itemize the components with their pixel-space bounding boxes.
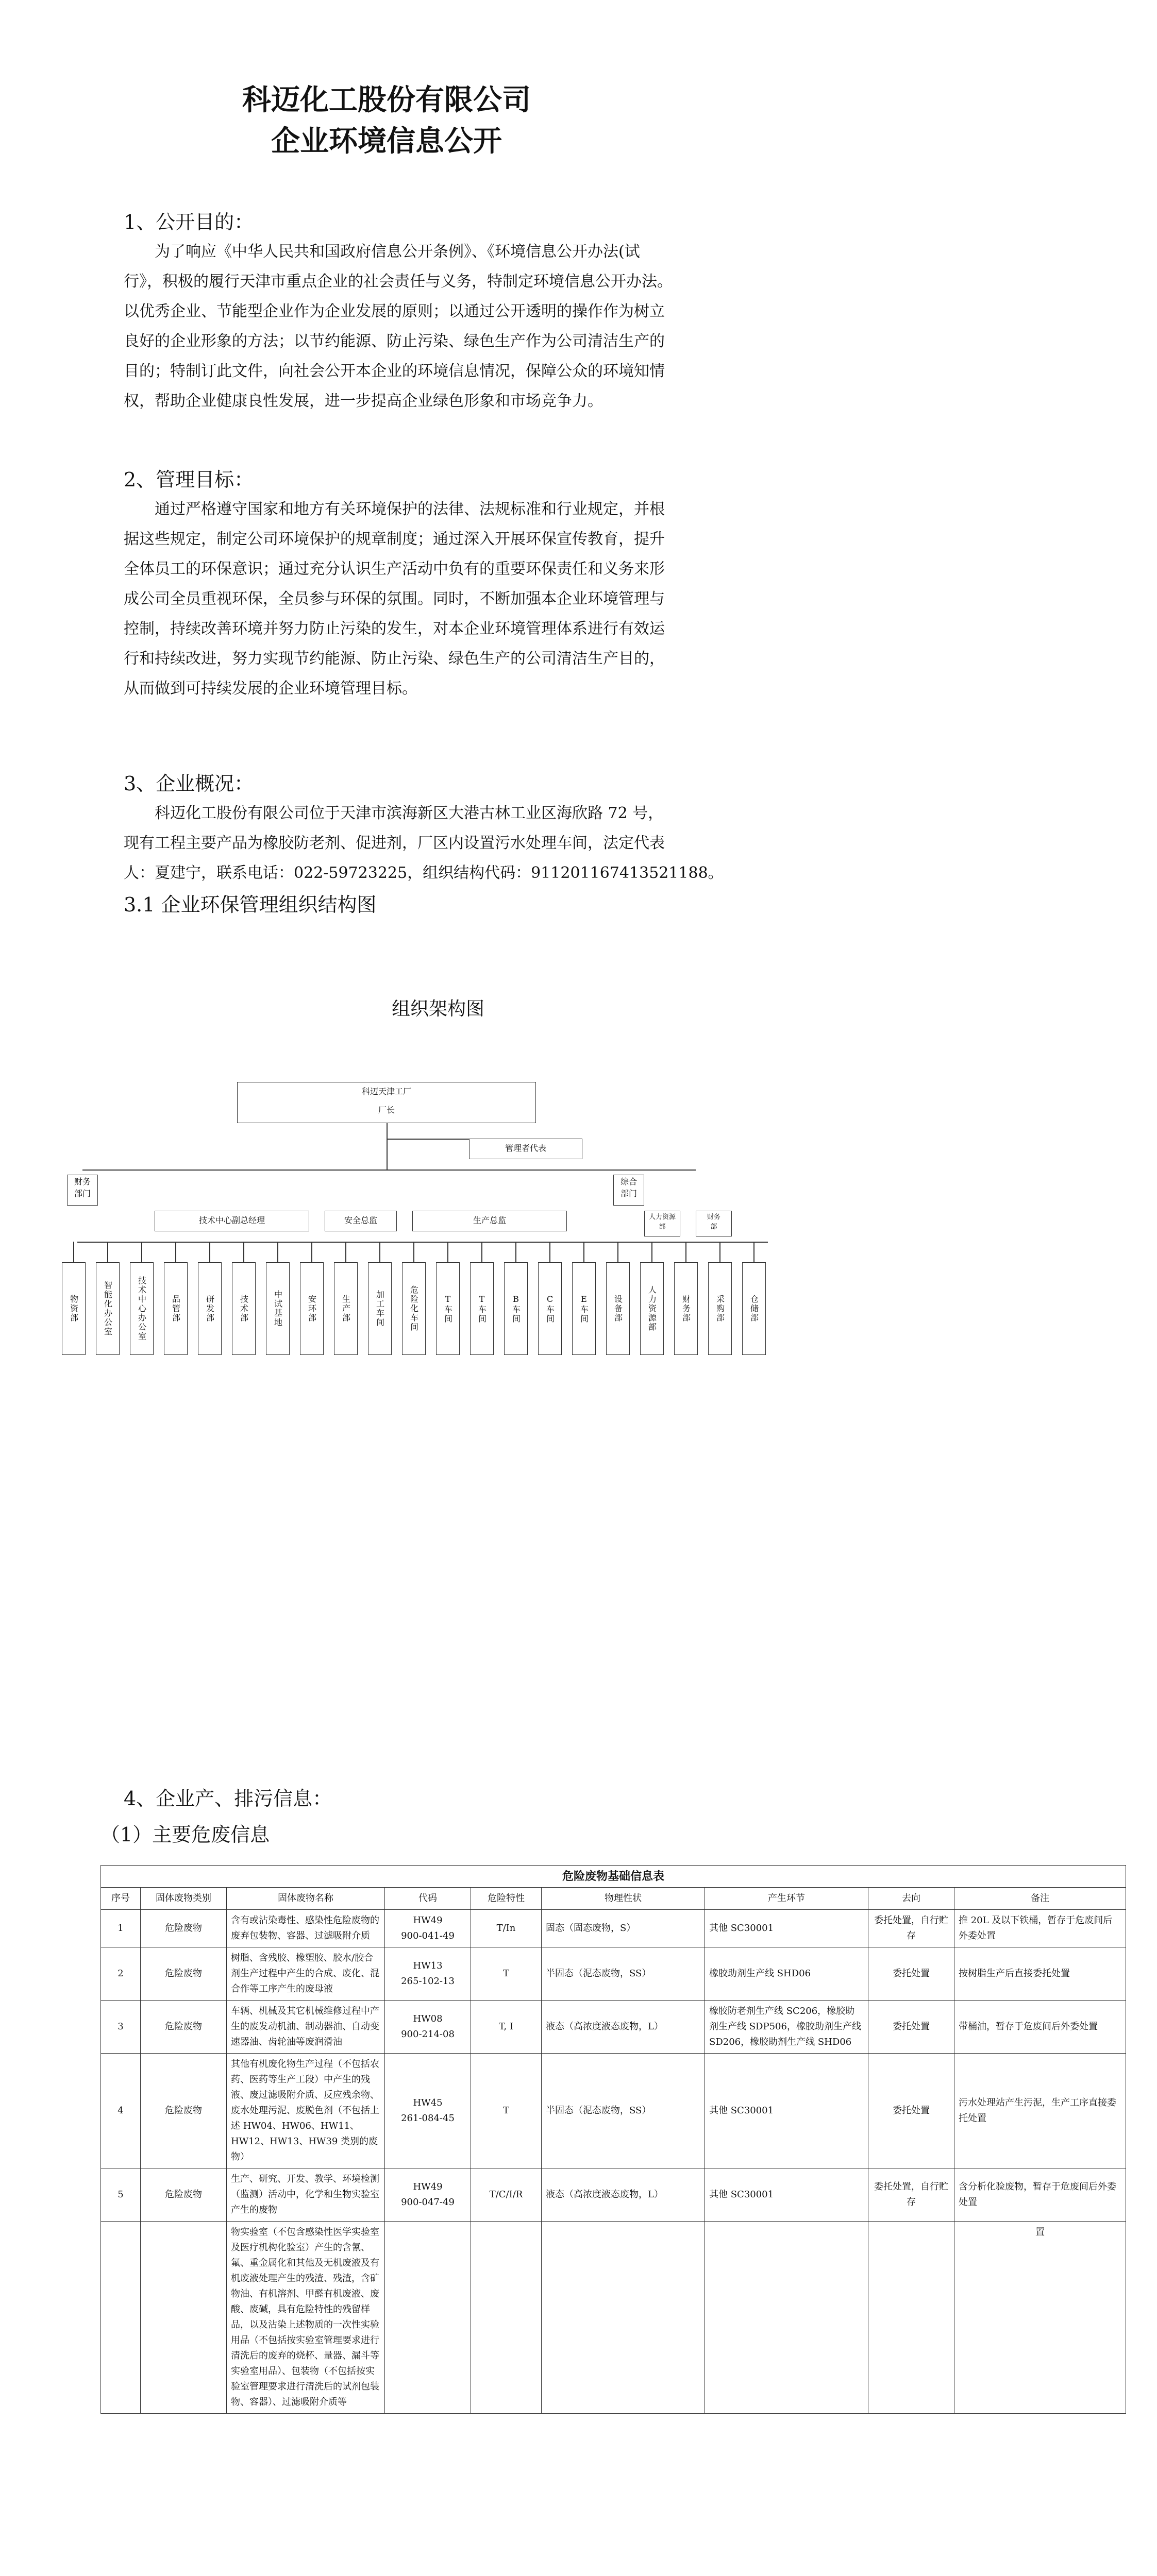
org-leaf-box: T车间	[436, 1262, 460, 1355]
s1-line: 良好的企业形象的方法；以节约能源、防止污染、绿色生产作为公司清洁生产的	[124, 332, 665, 350]
s3-line: 现有工程主要产品为橡胶防老剂、促进剂，厂区内设置污水处理车间，法定代表	[124, 834, 665, 852]
org-leaf-box: C车间	[538, 1262, 562, 1355]
s2-line: 行和持续改进，努力实现节约能源、防止污染、绿色生产的公司清洁生产目的，	[124, 650, 665, 668]
org-leaf-box: E车间	[572, 1262, 596, 1355]
s1-line: 行》，积极的履行天津市重点企业的社会责任与义务，特制定环境信息公开办法。	[124, 273, 673, 291]
org-leaf-box: 安环部	[300, 1262, 324, 1355]
org-chart-title: 组织架构图	[391, 998, 484, 1020]
s3-line: 人：夏建宁，联系电话：022-59723225，组织结构代码：911201167413521188。	[124, 864, 724, 882]
org-admin-box: 综合 部门	[613, 1175, 644, 1206]
haz-row: 4 危险废物 其他有机废化物生产过程（不包括农药、医药等生产工段）中产生的残液、废过滤吸附介质、反应残余物、废水处理污泥、废脱色剂（不包括上述 HW04、HW06、HW11、HW12、HW13、HW39 类别的废物） HW45 261-084-45 T 半固态（泥态废物，SS） 其他 SC30001 委托处置 污水处理站产生污泥，生产工序直接委托处置	[101, 2054, 1126, 2168]
org-tech-box: 技术中心副总经理	[155, 1211, 309, 1231]
haz-caption: 危险废物基础信息表	[101, 1866, 1126, 1888]
org-leaf-box: 采购部	[708, 1262, 732, 1355]
org-hr-box: 人力资源 部	[644, 1211, 680, 1236]
org-chart	[52, 994, 1105, 1406]
haz-col: 物理性状	[542, 1888, 705, 1910]
s2-line: 控制，持续改善环境并努力防止污染的发生，对本企业环境管理体系进行有效运	[124, 620, 665, 638]
org-leaf-box: 技术部	[232, 1262, 256, 1355]
org-production-box: 生产总监	[412, 1211, 567, 1231]
haz-row: 2 危险废物 树脂、含残胶、橡塑胶、胶水/胶合剂生产过程中产生的合成、废化、混合作等工序产生的废母液 HW13 265-102-13 T 半固态（泥态废物，SS） 橡胶助剂生产线 SHD06 委托处置 按树脂生产后直接委托处置	[101, 1947, 1126, 2001]
section-1-heading: 1、公开目的：	[124, 211, 254, 233]
org-leaf-box: 加工车间	[368, 1262, 392, 1355]
haz-col: 去向	[868, 1888, 954, 1910]
s1-line: 为了响应《中华人民共和国政府信息公开条例》、《环境信息公开办法(试	[155, 243, 640, 261]
org-finance-box: 财务 部门	[67, 1175, 98, 1206]
s1-line: 权，帮助企业健康良性发展，进一步提高企业绿色形象和市场竞争力。	[124, 392, 603, 410]
s2-line: 成公司全员重视环保，全员参与环保的氛围。同时，不断加强本企业环境管理与	[124, 590, 665, 608]
org-leaf-box: T车间	[470, 1262, 494, 1355]
s2-line: 据这些规定，制定公司环境保护的规章制度；通过深入开展环保宣传教育，提升	[124, 530, 665, 548]
org-leaf-box: 研发部	[198, 1262, 222, 1355]
org-leaf-box: 危险化车间	[402, 1262, 426, 1355]
org-leaf-box: 物资部	[62, 1262, 86, 1355]
s2-line: 通过严格遵守国家和地方有关环境保护的法律、法规标准和行业规定，并根	[155, 500, 665, 518]
haz-col: 备注	[954, 1888, 1126, 1910]
haz-col: 序号	[101, 1888, 141, 1910]
org-top-box: 科迈天津工厂 厂长	[237, 1082, 536, 1123]
haz-col: 危险特性	[471, 1888, 542, 1910]
org-leaf-box: 品管部	[164, 1262, 188, 1355]
org-safety-box: 安全总监	[325, 1211, 397, 1231]
section-3-body	[124, 799, 928, 888]
section-4-heading: 4、企业产、排污信息：	[124, 1787, 332, 1810]
org-leaf-box: 仓储部	[742, 1262, 766, 1355]
s1-line: 目的；特制订此文件，向社会公开本企业的环境信息情况，保障公众的环境知情	[124, 362, 665, 380]
haz-header-row	[101, 1888, 1126, 1910]
s2-line: 从而做到可持续发展的企业环境管理目标。	[124, 680, 417, 698]
s2-line: 全体员工的环保意识；通过充分认识生产活动中负有的重要环保责任和义务来形	[124, 560, 665, 578]
section-3-1-heading: 3.1 企业环保管理组织结构图	[124, 893, 377, 916]
section-2-heading: 2、管理目标：	[124, 468, 254, 491]
company-title: 科迈化工股份有限公司	[242, 83, 531, 117]
haz-row: 5 危险废物 生产、研究、开发、教学、环境检测（监测）活动中，化学和生物实验室产生的废物 HW49 900-047-49 T/C/I/R 液态（高浓度液态废物，L） 其他 SC30001 委托处置，自行贮存 含分析化验废物，暂存于危废间后外委处置	[101, 2168, 1126, 2222]
org-leaf-box: 财务部	[674, 1262, 698, 1355]
org-leaf-box: 设备部	[606, 1262, 630, 1355]
haz-row: 3 危险废物 车辆、机械及其它机械维修过程中产生的废发动机油、制动器油、自动变速器油、齿轮油等废润滑油 HW08 900-214-08 T, I 液态（高浓度液态废物，L） 橡胶防老剂生产线 SC206，橡胶助剂生产线 SDP506，橡胶助剂生产线 SD206，橡胶助剂生产线 SHD06 委托处置 带桶油，暂存于危废间后外委处置	[101, 2001, 1126, 2054]
s1-line: 以优秀企业、节能型企业作为企业发展的原则；以通过公开透明的操作作为树立	[124, 302, 665, 320]
doc-title: 企业环境信息公开	[271, 124, 502, 158]
org-leaf-box: 技术中心办公室	[130, 1262, 154, 1355]
s3-line: 科迈化工股份有限公司位于天津市滨海新区大港古林工业区海欣路 72 号，	[155, 804, 664, 822]
haz-col: 固体废物类别	[141, 1888, 227, 1910]
section-1-body	[124, 237, 928, 416]
haz-row: 1 危险废物 含有或沾染毒性、感染性危险废物的废弃包装物、容器、过滤吸附介质 HW49 900-041-49 T/In 固态（固态废物，S） 其他 SC30001 委托处置，自行贮存 推 20L 及以下铁桶，暂存于危废间后外委处置	[101, 1910, 1126, 1947]
section-3-heading: 3、企业概况：	[124, 772, 254, 795]
org-manager-box: 管理者代表	[469, 1139, 582, 1159]
org-leaf-box: 智能化办公室	[96, 1262, 120, 1355]
org-leaf-box: 生产部	[334, 1262, 358, 1355]
hazardous-waste-table	[100, 1865, 1126, 2414]
haz-col: 产生环节	[705, 1888, 868, 1910]
haz-col: 代码	[385, 1888, 471, 1910]
org-leaf-box: 中试基地	[266, 1262, 290, 1355]
haz-row-extra: 物实验室（不包含感染性医学实验室及医疗机构化验室）产生的含氰、氟、重金属化和其他及无机废液及有机废液处理产生的残渣、残渣，含矿物油、有机溶剂、甲醛有机废液、废酸、废碱，具有危险特性的残留样品，以及沾染上述物质的一次性实验用品（不包括按实验室管理要求进行清洗后的废弃的烧杯、量器、漏斗等实验室用品）、包装物（不包括按实验室管理要求进行清洗后的试剂包装物、容器）、过滤吸附介质等 置	[101, 2222, 1126, 2414]
haz-col: 固体废物名称	[227, 1888, 385, 1910]
org-leaf-box: B车间	[504, 1262, 528, 1355]
org-fin2-box: 财务 部	[696, 1211, 732, 1236]
section-4-sub-1: （1）主要危废信息	[100, 1823, 270, 1846]
org-leaf-box: 人力资源部	[640, 1262, 664, 1355]
section-2-body	[124, 495, 928, 704]
